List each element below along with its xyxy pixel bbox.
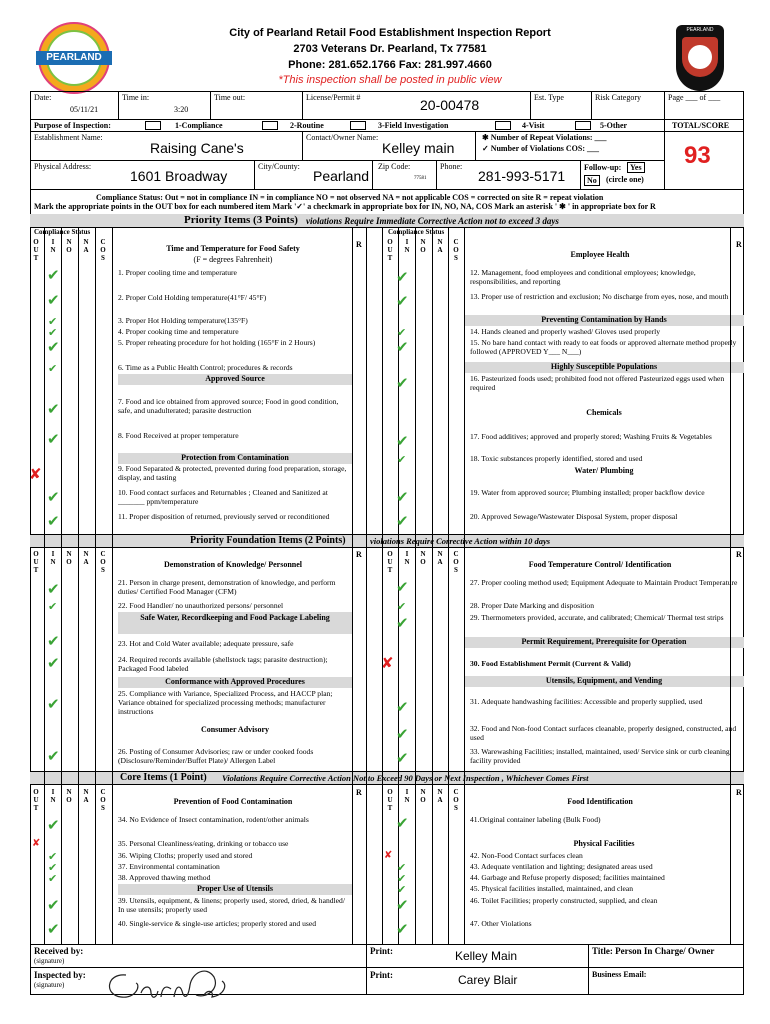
check-31-in[interactable]: ✔	[396, 698, 409, 716]
contact-label: Contact/Owner Name:	[306, 133, 379, 142]
consumer-advisory-header: Consumer Advisory	[200, 725, 270, 734]
purpose-1-checkbox[interactable]	[145, 121, 161, 130]
item-23: 23. Hot and Cold Water available; adequate pressure, safe	[118, 639, 294, 648]
time-temp-subheader: (F = degrees Fahrenheit)	[193, 255, 273, 264]
item-44: 44. Garbage and Refuse properly disposed; facilities maintained	[470, 873, 665, 882]
zip-label: Zip Code:	[378, 162, 411, 171]
item-9: 9. Food Separated & protected, prevented during food preparation, storage, display, and tasting	[118, 464, 347, 482]
item-14: 14. Hands cleaned and properly washed/ Gloves used properly	[470, 327, 660, 336]
col-cos-r: C O S	[453, 238, 459, 262]
check-17-in[interactable]: ✔	[396, 432, 409, 450]
check-21-in[interactable]: ✔	[47, 580, 60, 598]
check-25-in[interactable]: ✔	[47, 695, 60, 713]
time-in-label: Time in:	[122, 93, 150, 102]
report-address: 2703 Veterans Dr. Pearland, Tx 77581	[293, 43, 487, 55]
circle-one-label: (circle one)	[606, 175, 644, 184]
zip-value[interactable]: 77581	[414, 176, 427, 181]
item-32: 32. Food and Non-food Contact surfaces cleanable, properly designed, constructed, and used	[470, 724, 737, 742]
permit-header: Permit Requirement, Prerequisite for Operation	[521, 637, 687, 646]
purpose-5-checkbox[interactable]	[575, 121, 591, 130]
protection-header: Protection from Contamination	[181, 453, 289, 462]
item-20: 20. Approved Sewage/Wastewater Disposal System, proper disposal	[470, 512, 678, 521]
purpose-2-label: 2-Routine	[290, 121, 324, 130]
f-col-out-r: O U T	[387, 550, 393, 574]
purpose-4-checkbox[interactable]	[495, 121, 511, 130]
check-26-in[interactable]: ✔	[47, 747, 60, 765]
c-r-right: R	[736, 788, 742, 797]
employee-health-header: Employee Health	[570, 250, 630, 259]
purpose-1-label: 1-Compliance	[175, 121, 223, 130]
f-col-na: N A	[83, 550, 89, 566]
item-29: 29. Thermometers provided, accurate, and calibrated; Chemical/ Thermal test strips	[470, 613, 724, 622]
c-col-in-r: I N	[404, 788, 410, 804]
check-3-in[interactable]: ✔	[48, 315, 58, 328]
knowledge-header: Demonstration of Knowledge/ Personnel	[164, 560, 302, 569]
received-print-name[interactable]: Kelley Main	[455, 949, 518, 963]
check-8-in[interactable]: ✔	[47, 430, 60, 448]
contact-name[interactable]: Kelley main	[382, 140, 455, 156]
item-41: 41.Original container labeling (Bulk Food)	[470, 815, 601, 824]
risk-category-label: Risk Category	[595, 93, 641, 102]
establishment-name[interactable]: Raising Cane's	[150, 140, 244, 156]
total-score: 93	[684, 142, 711, 169]
priority-note: violations Require Immediate Corrective Action not to exceed 3 days	[306, 216, 559, 226]
page-label: Page ___ of ___	[668, 93, 721, 102]
check-41-in[interactable]: ✔	[396, 814, 409, 832]
purpose-3-checkbox[interactable]	[350, 121, 366, 130]
item-15: 15. No bare hand contact with ready to eat foods or approved alternate method properly followed (APPROVED Y___ N___)	[470, 338, 737, 356]
physical-address[interactable]: 1601 Broadway	[130, 168, 228, 184]
foundation-title: Priority Foundation Items (2 Points)	[190, 535, 346, 546]
f-col-no: N O	[66, 550, 72, 566]
check-34-in[interactable]: ✔	[47, 816, 60, 834]
item-7: 7. Food and ice obtained from approved source; Food in good condition, safe, and unadulterated; parasite destruction	[118, 397, 339, 415]
check-6-in[interactable]: ✔	[48, 362, 58, 375]
check-10-in[interactable]: ✔	[47, 488, 60, 506]
conformance-header: Conformance with Approved Procedures	[165, 677, 305, 686]
f-col-cos-r: C O S	[453, 550, 459, 574]
received-print-label: Print:	[370, 946, 393, 956]
followup-yes[interactable]: Yes	[627, 162, 645, 173]
item-33: 33. Warewashing Facilities; installed, maintained, used/ Service sink or curb cleaning facility provided	[470, 747, 730, 765]
phone-value[interactable]: 281-993-5171	[478, 168, 566, 184]
check-43-in[interactable]: ✔	[397, 861, 407, 874]
report-phone: Phone: 281.652.1766 Fax: 281.997.4660	[288, 59, 492, 71]
item-21: 21. Person in charge present, demonstration of knowledge, and perform duties/ Certified Food Manager (CFM)	[118, 578, 336, 596]
susceptible-header: Highly Susceptible Populations	[550, 362, 658, 371]
check-45-in[interactable]: ✔	[397, 883, 407, 896]
chemicals-header: Chemicals	[586, 408, 622, 417]
foundation-note: violations Require Corrective Action within 10 days	[370, 536, 551, 546]
col-no-r: N O	[420, 238, 426, 254]
check-29-in[interactable]: ✔	[396, 614, 409, 632]
item-31: 31. Adequate handwashing facilities: Accessible and properly supplied, used	[470, 697, 703, 706]
fire-department-logo: PEARLAND	[676, 25, 724, 91]
check-32-in[interactable]: ✔	[396, 725, 409, 743]
col-out-r: O U T	[387, 238, 393, 262]
establishment-label: Establishment Name:	[34, 133, 103, 142]
r-col-right: R	[736, 240, 742, 249]
core-title: Core Items (1 Point)	[120, 772, 207, 783]
item-2: 2. Proper Cold Holding temperature(41°F/ 45°F)	[118, 293, 267, 302]
inspected-by-label: Inspected by:	[34, 970, 86, 980]
c-col-in: I N	[50, 788, 56, 804]
c-col-out-r: O U T	[387, 788, 393, 812]
water-plumbing-header: Water/ Plumbing	[574, 466, 634, 475]
approved-source-header: Approved Source	[205, 374, 265, 383]
item-43: 43. Adequate ventilation and lighting; designated areas used	[470, 862, 653, 871]
item-36: 36. Wiping Cloths; properly used and stored	[118, 851, 253, 860]
check-15-in[interactable]: ✔	[396, 338, 409, 356]
item-35: 35. Personal Cleanliness/eating, drinking or tobacco use	[118, 839, 289, 848]
check-20-in[interactable]: ✔	[396, 512, 409, 530]
f-col-in: I N	[50, 550, 56, 566]
item-4: 4. Proper cooking time and temperature	[118, 327, 239, 336]
phone-label: Phone:	[440, 162, 463, 171]
item-47: 47. Other Violations	[470, 919, 532, 928]
cross-9-out[interactable]: ✘	[29, 465, 42, 483]
check-46-in[interactable]: ✔	[396, 896, 409, 914]
purpose-4-label: 4-Visit	[522, 121, 545, 130]
item-28: 28. Proper Date Marking and disposition	[470, 601, 595, 610]
col-no: N O	[66, 238, 72, 254]
cross-35-out[interactable]: ✘	[32, 838, 41, 849]
total-score-label: TOTAL/SCORE	[672, 121, 730, 130]
inspected-signature-label: (signature)	[34, 981, 65, 989]
date-value[interactable]: 05/11/21	[70, 105, 99, 114]
c-col-no: N O	[66, 788, 72, 804]
check-19-in[interactable]: ✔	[396, 488, 409, 506]
f-r-right: R	[736, 550, 742, 559]
item-25: 25. Compliance with Variance, Specialized Process, and HACCP plan; Variance obtained for specialized processing methods; manufacturer instructions	[118, 689, 333, 716]
col-out: O U T	[33, 238, 39, 262]
safe-water-header: Safe Water, Recordkeeping and Food Package Labeling	[140, 613, 330, 622]
item-3: 3. Proper Hot Holding temperature(135°F)	[118, 316, 248, 325]
followup-no[interactable]: No	[584, 175, 600, 186]
c-col-na: N A	[83, 788, 89, 804]
time-temp-header: Time and Temperature for Food Safety	[166, 244, 300, 253]
check-23-in[interactable]: ✔	[47, 632, 60, 650]
c-col-na-r: N A	[437, 788, 443, 804]
item-37: 37. Environmental contamination	[118, 862, 220, 871]
f-col-no-r: N O	[420, 550, 426, 566]
c-col-cos-r: C O S	[453, 788, 459, 812]
time-out-label: Time out:	[214, 93, 246, 102]
check-33-in[interactable]: ✔	[396, 749, 409, 767]
core-note: Violations Require Corrective Action Not to Exceed 90 Days or Next Inspection , Whichever Comes First	[222, 773, 589, 783]
check-24-in[interactable]: ✔	[47, 654, 60, 672]
f-col-out: O U T	[33, 550, 39, 574]
purpose-2-checkbox[interactable]	[262, 121, 278, 130]
item-18: 18. Toxic substances properly identified, stored and used	[470, 454, 643, 463]
city-value[interactable]: Pearland	[313, 168, 370, 184]
item-40: 40. Single-service & single-use articles; properly stored and used	[118, 919, 317, 928]
item-34: 34. No Evidence of Insect contamination, rodent/other animals	[118, 815, 309, 824]
check-12-in[interactable]: ✔	[396, 268, 409, 286]
prevention-header: Prevention of Food Contamination	[173, 797, 293, 806]
compliance-status-right: Compliance Status	[388, 228, 445, 236]
r-col-left: R	[356, 240, 362, 249]
check-5-in[interactable]: ✔	[47, 338, 60, 356]
col-in: I N	[50, 238, 56, 254]
cos-violations-label: ✓ Number of Violations COS: ___	[482, 144, 600, 153]
check-39-in[interactable]: ✔	[47, 896, 60, 914]
business-email-label: Business Email:	[592, 970, 647, 979]
posting-notice: *This inspection shall be posted in public view	[278, 74, 502, 86]
food-id-header: Food Identification	[567, 797, 633, 806]
check-1-in[interactable]: ✔	[47, 266, 60, 284]
date-label: Date:	[34, 93, 52, 102]
received-signature-label: (signature)	[34, 957, 65, 965]
legend-line-2: Mark the appropriate points in the OUT box for each numbered item Mark '✓' a checkmark in appropriate box for IN, NO, NA, COS Mark an asterisk ' ✱ ' in appropriate box for R	[34, 202, 656, 211]
cross-42-out[interactable]: ✘	[384, 850, 393, 861]
item-24: 24. Required records available (shellstock tags; parasite destruction); Packaged Food labeled	[118, 655, 328, 673]
physical-address-label: Physical Address:	[34, 162, 92, 171]
check-18-in[interactable]: ✔	[397, 453, 407, 466]
utensil-use-header: Proper Use of Utensils	[197, 884, 273, 893]
item-22: 22. Food Handler/ no unauthorized persons/ personnel	[118, 601, 284, 610]
check-47-in[interactable]: ✔	[396, 920, 409, 938]
city-of-pearland-logo: PEARLAND	[38, 22, 110, 94]
item-17: 17. Food additives; approved and properly stored; Washing Fruits & Vegetables	[470, 432, 712, 441]
report-title: City of Pearland Retail Food Establishment Inspection Report	[229, 27, 551, 39]
check-28-in[interactable]: ✔	[397, 600, 407, 613]
f-r-left: R	[356, 550, 362, 559]
item-38: 38. Approved thawing method	[118, 873, 211, 882]
item-45: 45. Physical facilities installed, maintained, and clean	[470, 884, 634, 893]
received-by-label: Received by:	[34, 946, 84, 956]
check-14-in[interactable]: ✔	[397, 326, 407, 339]
c-col-out: O U T	[33, 788, 39, 812]
check-22-in[interactable]: ✔	[48, 600, 58, 613]
item-5: 5. Proper reheating procedure for hot holding (165°F in 2 Hours)	[118, 338, 316, 347]
f-col-in-r: I N	[404, 550, 410, 566]
item-6: 6. Time as a Public Health Control; procedures & records	[118, 363, 293, 372]
item-27: 27. Proper cooling method used; Equipment Adequate to Maintain Product Temperature	[470, 578, 738, 587]
inspector-signature	[96, 955, 246, 1015]
check-36-in[interactable]: ✔	[48, 850, 58, 863]
item-11: 11. Proper disposition of returned, previously served or reconditioned	[118, 512, 330, 521]
item-42: 42. Non-Food Contact surfaces clean	[470, 851, 583, 860]
f-col-cos: C O S	[100, 550, 106, 574]
hands-header: Preventing Contamination by Hands	[541, 315, 667, 324]
cross-30-out[interactable]: ✘	[381, 654, 394, 672]
col-na: N A	[83, 238, 89, 254]
item-12: 12. Management, food employees and conditional employees; knowledge, responsibilities, and reporting	[470, 268, 696, 286]
purpose-5-label: 5-Other	[600, 121, 628, 130]
followup-label: Follow-up:	[584, 163, 622, 172]
item-46: 46. Toilet Facilities; properly constructed, supplied, and clean	[470, 896, 658, 905]
item-16: 16. Pasteurized foods used; prohibited food not offered Pasteurized eggs used when required	[470, 374, 725, 392]
city-label: City/County:	[258, 162, 300, 171]
time-in-value[interactable]: 3:20	[174, 105, 189, 114]
check-16-in[interactable]: ✔	[396, 374, 409, 392]
check-13-in[interactable]: ✔	[396, 292, 409, 310]
purpose-3-label: 3-Field Investigation	[378, 121, 449, 130]
f-col-na-r: N A	[437, 550, 443, 566]
check-27-in[interactable]: ✔	[396, 578, 409, 596]
item-30: 30. Food Establishment Permit (Current & Valid)	[470, 659, 631, 668]
purpose-label: Purpose of Inspection:	[34, 121, 111, 130]
col-na-r: N A	[437, 238, 443, 254]
item-39: 39. Utensils, equipment, & linens; properly used, stored, dried, & handled/ In use utensils; properly used	[118, 896, 345, 914]
c-col-cos: C O S	[100, 788, 106, 812]
col-in-r: I N	[404, 238, 410, 254]
title-label: Title: Person In Charge/ Owner	[592, 946, 715, 956]
check-11-in[interactable]: ✔	[47, 512, 60, 530]
item-19: 19. Water from approved source; Plumbing installed; proper backflow device	[470, 488, 705, 497]
col-cos: C O S	[100, 238, 106, 262]
item-13: 13. Proper use of restriction and exclusion; No discharge from eyes, nose, and mouth	[470, 292, 729, 301]
c-r-left: R	[356, 788, 362, 797]
priority-title: Priority Items (3 Points)	[184, 214, 298, 226]
repeat-violations-label: ✱ Number of Repeat Violations: ___	[482, 133, 607, 142]
item-8: 8. Food Received at proper temperature	[118, 431, 239, 440]
license-value[interactable]: 20-00478	[420, 97, 480, 113]
utensils-header: Utensils, Equipment, and Vending	[545, 676, 663, 685]
inspected-print-label: Print:	[370, 970, 393, 980]
legend-line-1: Compliance Status: Out = not in compliance IN = in compliance NO = not observed NA = not applicable COS = corrected on site R = repeat violation	[96, 193, 604, 202]
inspected-print-name[interactable]: Carey Blair	[458, 973, 518, 987]
check-37-in[interactable]: ✔	[48, 861, 58, 874]
check-2-in[interactable]: ✔	[47, 291, 60, 309]
c-col-no-r: N O	[420, 788, 426, 804]
check-40-in[interactable]: ✔	[47, 920, 60, 938]
license-label: License/Permit #	[306, 93, 361, 102]
check-38-in[interactable]: ✔	[48, 872, 58, 885]
food-temp-header: Food Temperature Control/ Identification	[528, 560, 672, 569]
check-4-in[interactable]: ✔	[48, 326, 58, 339]
item-26: 26. Posting of Consumer Advisories; raw or under cooked foods (Disclosure/Reminder/Buffet Plate)/ Allergen Label	[118, 747, 314, 765]
compliance-status-left: Compliance Status	[34, 228, 91, 236]
item-10: 10. Food contact surfaces and Returnables ; Cleaned and Sanitized at _______ ppm/temperature	[118, 488, 328, 506]
est-type-label: Est. Type	[534, 93, 564, 102]
physical-facilities-header: Physical Facilities	[573, 839, 635, 848]
check-7-in[interactable]: ✔	[47, 400, 60, 418]
check-44-in[interactable]: ✔	[397, 872, 407, 885]
item-1: 1. Proper cooling time and temperature	[118, 268, 237, 277]
